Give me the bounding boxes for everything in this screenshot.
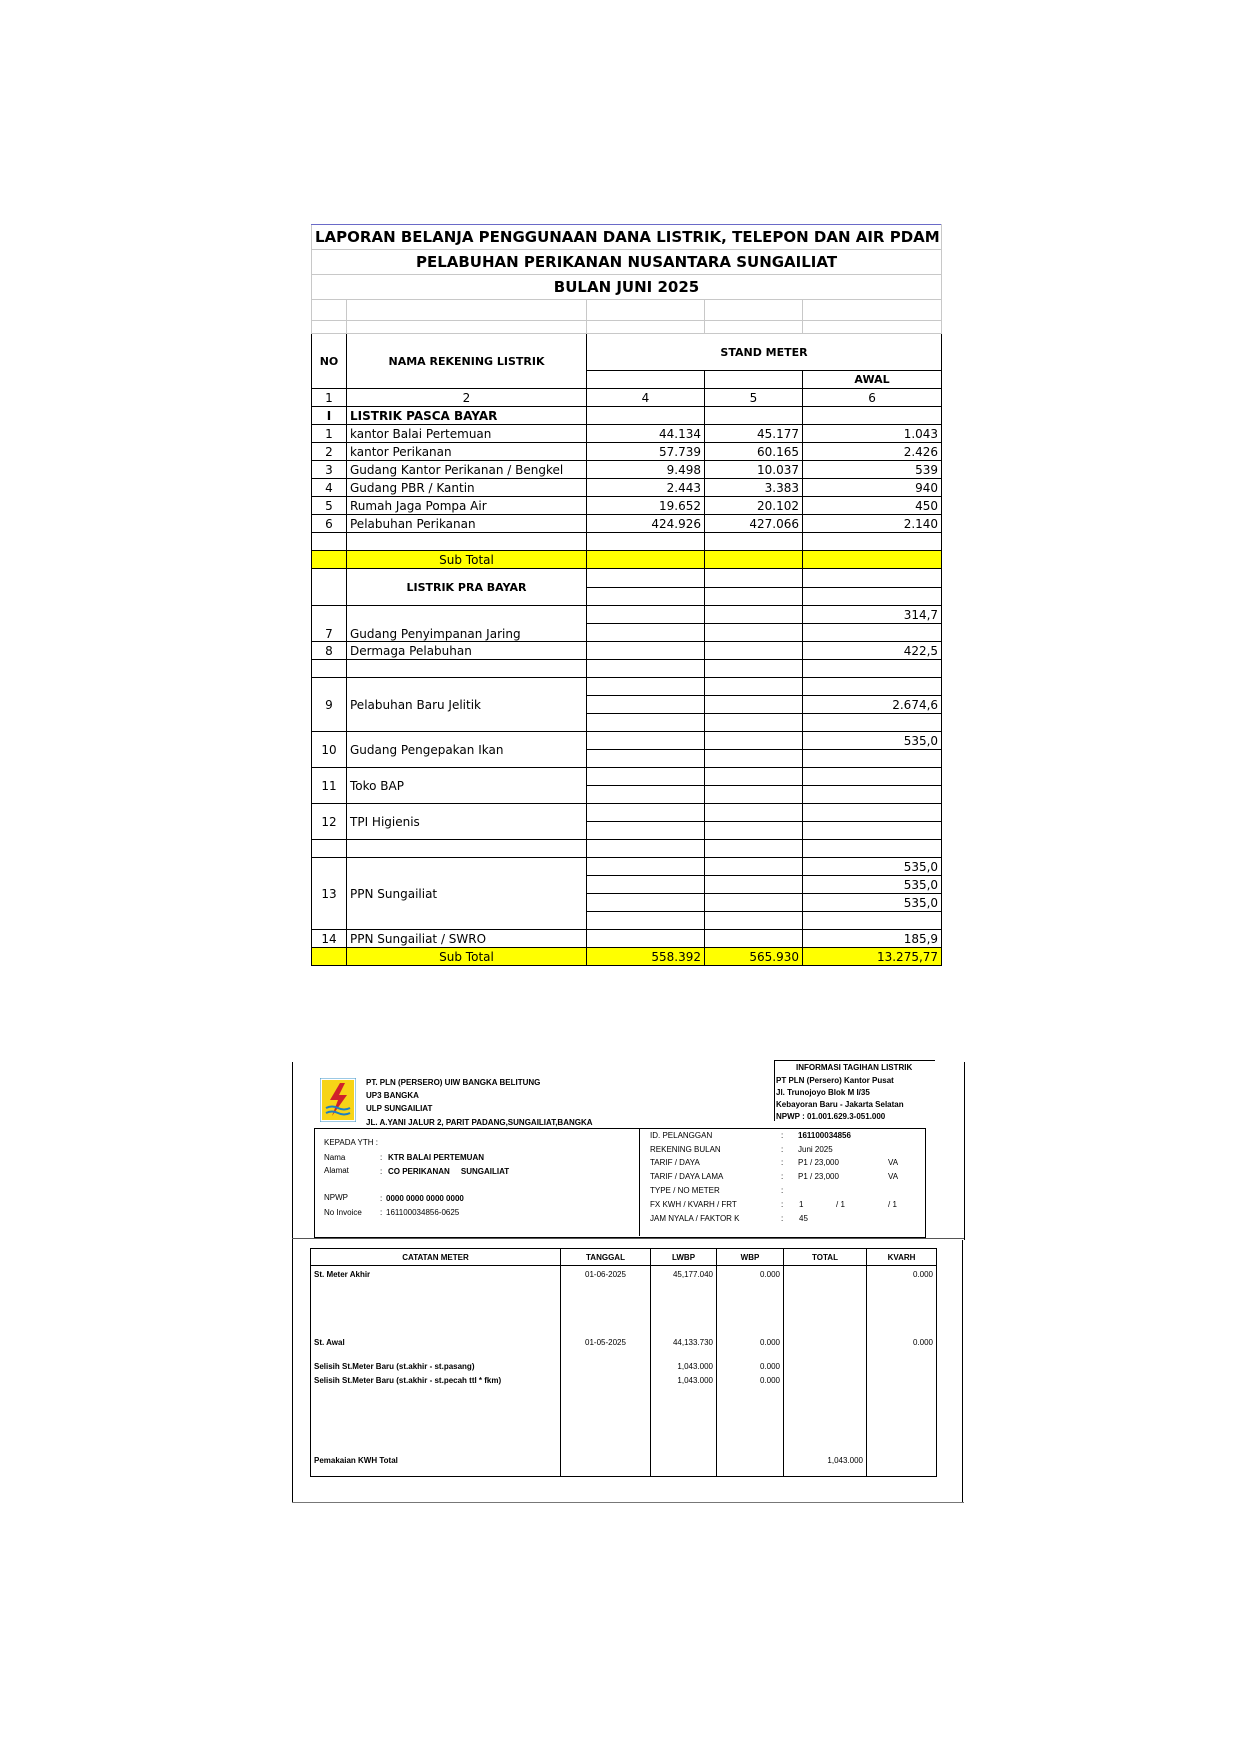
row-7-no: 7 <box>312 606 347 642</box>
row-pakai: 1.043 <box>803 425 942 443</box>
info-title: INFORMASI TAGIHAN LISTRIK <box>796 1063 913 1072</box>
npwp-value: 0000 0000 0000 0000 <box>386 1194 464 1203</box>
selisih-2-label: Selisih St.Meter Baru (st.akhir - st.pecah ttl * fkm) <box>311 1376 561 1456</box>
company-line-1: PT. PLN (PERSERO) UIW BANGKA BELITUNG <box>366 1078 541 1087</box>
info-line-1: PT PLN (Persero) Kantor Pusat <box>776 1076 894 1085</box>
pasca-subtotal-label: Sub Total <box>347 551 587 569</box>
row-8-pakai: 422,5 <box>803 642 942 660</box>
row-13-pakai-2: 535,0 <box>803 876 942 894</box>
meter-awal-label: St. Awal <box>311 1330 561 1362</box>
company-line-2: UP3 BANGKA <box>366 1091 419 1100</box>
meter-header-total: TOTAL <box>784 1249 867 1266</box>
customer-box <box>314 1128 926 1238</box>
row-pakai: 940 <box>803 479 942 497</box>
jam-label: JAM NYALA / FAKTOR K <box>650 1214 740 1223</box>
row-11-nama: Toko BAP <box>347 768 587 804</box>
invoice-no-label: No Invoice <box>324 1208 362 1217</box>
row-no: 3 <box>312 461 347 479</box>
npwp-colon: : <box>380 1194 383 1203</box>
row-7-pakai: 314,7 <box>803 606 942 624</box>
row-7-nama: Gudang Penyimpanan Jaring <box>347 606 587 642</box>
kwh-total-value: 1,043.000 <box>784 1456 867 1477</box>
row-12-nama: TPI Higienis <box>347 804 587 840</box>
tarif-label: TARIF / DAYA <box>650 1158 700 1167</box>
row-nama: kantor Perikanan <box>347 443 587 461</box>
tarif-value: P1 / 23,000 <box>798 1158 839 1167</box>
row-9-nama: Pelabuhan Baru Jelitik <box>347 678 587 732</box>
jam-value: 45 <box>799 1214 808 1223</box>
pln-logo-icon <box>320 1078 356 1122</box>
info-line-4: NPWP : 01.001.629.3-051.000 <box>776 1112 886 1121</box>
row-14-pakai: 185,9 <box>803 930 942 948</box>
tarif-colon: : <box>781 1158 784 1167</box>
pra-subtotal-pakai: 13.275,77 <box>803 948 942 966</box>
row-nama: kantor Balai Pertemuan <box>347 425 587 443</box>
meter-akhir-tanggal: 01-06-2025 <box>561 1266 651 1331</box>
colnum-6: 6 <box>803 389 942 407</box>
tarif-lama-va: VA <box>888 1172 899 1181</box>
kwh-total-label: Pemakaian KWH Total <box>311 1456 561 1477</box>
pasca-row <box>312 497 942 515</box>
row-8-nama: Dermaga Pelabuhan <box>347 642 587 660</box>
section-roman: I <box>312 407 347 425</box>
meter-akhir-label: St. Meter Akhir <box>311 1266 561 1331</box>
pln-invoice <box>288 1062 968 1507</box>
row-8-no: 8 <box>312 642 347 660</box>
row-no: 6 <box>312 515 347 533</box>
idpel-label: ID. PELANGGAN <box>650 1131 713 1140</box>
pra-subtotal-akhir: 565.930 <box>705 948 803 966</box>
row-nama: Rumah Jaga Pompa Air <box>347 497 587 515</box>
row-9-pakai: 2.674,6 <box>803 696 942 714</box>
meter-header-catatan: CATATAN METER <box>311 1249 561 1266</box>
row-10-no: 10 <box>312 732 347 768</box>
meter-awal-wbp: 0.000 <box>717 1330 784 1362</box>
meter-table <box>310 1248 937 1477</box>
pasca-row <box>312 443 942 461</box>
row-no: 1 <box>312 425 347 443</box>
invoice-no-value: 161100034856-0625 <box>386 1208 460 1217</box>
tarif-lama-value: P1 / 23,000 <box>798 1172 839 1181</box>
row-akhir: 3.383 <box>705 479 803 497</box>
row-13-pakai-1: 535,0 <box>803 858 942 876</box>
pasca-row <box>312 479 942 497</box>
meter-awal-lwbp: 44,133.730 <box>651 1330 717 1362</box>
fx-colon: : <box>781 1200 784 1209</box>
header-no: NO <box>312 334 347 389</box>
row-11-no: 11 <box>312 768 347 804</box>
info-line-2: Jl. Trunojoyo Blok M I/35 <box>776 1088 870 1097</box>
pasca-row <box>312 425 942 443</box>
pasca-row <box>312 461 942 479</box>
row-awal: 9.498 <box>587 461 705 479</box>
row-nama: Gudang Kantor Perikanan / Bengkel <box>347 461 587 479</box>
tarif-va: VA <box>888 1158 899 1167</box>
row-awal: 2.443 <box>587 479 705 497</box>
selisih-1-label: Selisih St.Meter Baru (st.akhir - st.pasang) <box>311 1362 561 1376</box>
rek-label: REKENING BULAN <box>650 1145 721 1154</box>
colnum-5: 5 <box>705 389 803 407</box>
report-period: BULAN JUNI 2025 <box>312 275 942 300</box>
row-14-no: 14 <box>312 930 347 948</box>
nama-value: KTR BALAI PERTEMUAN <box>388 1153 484 1162</box>
colnum-1: 1 <box>312 389 347 407</box>
header-stand-meter: STAND METER <box>587 334 942 371</box>
row-pakai: 2.140 <box>803 515 942 533</box>
pasca-rows <box>312 425 942 533</box>
row-14-nama: PPN Sungailiat / SWRO <box>347 930 587 948</box>
row-awal: 19.652 <box>587 497 705 515</box>
idpel-colon: : <box>781 1131 784 1140</box>
meter-akhir-kvarh: 0.000 <box>867 1266 937 1331</box>
idpel-value: 161100034856 <box>798 1131 851 1140</box>
section-pasca-label: LISTRIK PASCA BAYAR <box>347 407 587 425</box>
type-colon: : <box>781 1186 784 1195</box>
meter-header-wbp: WBP <box>717 1249 784 1266</box>
row-no: 4 <box>312 479 347 497</box>
row-pakai: 2.426 <box>803 443 942 461</box>
fx-label: FX KWH / KVARH / FRT <box>650 1200 737 1209</box>
header-nama: NAMA REKENING LISTRIK <box>347 334 587 389</box>
meter-header-lwbp: LWBP <box>651 1249 717 1266</box>
fx-value-3: / 1 <box>888 1200 897 1209</box>
row-awal: 57.739 <box>587 443 705 461</box>
invoice-colon: : <box>380 1208 383 1217</box>
row-12-no: 12 <box>312 804 347 840</box>
header-awal: AWAL <box>803 371 942 389</box>
row-awal: 44.134 <box>587 425 705 443</box>
row-13-pakai-3: 535,0 <box>803 894 942 912</box>
selisih-1-lwbp: 1,043.000 <box>651 1362 717 1376</box>
info-line-3: Kebayoran Baru - Jakarta Selatan <box>776 1100 904 1109</box>
meter-akhir-lwbp: 45,177.040 <box>651 1266 717 1331</box>
rek-colon: : <box>781 1145 784 1154</box>
row-nama: Gudang PBR / Kantin <box>347 479 587 497</box>
tarif-lama-label: TARIF / DAYA LAMA <box>650 1172 724 1181</box>
row-13-no: 13 <box>312 858 347 930</box>
pra-subtotal-label: Sub Total <box>347 948 587 966</box>
nama-label: Nama <box>324 1153 346 1162</box>
rek-value: Juni 2025 <box>798 1145 833 1154</box>
row-9-no: 9 <box>312 678 347 732</box>
row-pakai: 450 <box>803 497 942 515</box>
row-akhir: 427.066 <box>705 515 803 533</box>
row-akhir: 60.165 <box>705 443 803 461</box>
meter-header-tanggal: TANGGAL <box>561 1249 651 1266</box>
colnum-4: 4 <box>587 389 705 407</box>
alamat-colon: : <box>380 1167 383 1176</box>
row-awal: 424.926 <box>587 515 705 533</box>
report-title: LAPORAN BELANJA PENGGUNAAN DANA LISTRIK, TELEPON DAN AIR PDAM <box>312 225 942 250</box>
meter-akhir-wbp: 0.000 <box>717 1266 784 1331</box>
pra-subtotal-awal: 558.392 <box>587 948 705 966</box>
row-no: 5 <box>312 497 347 515</box>
pasca-row <box>312 515 942 533</box>
nama-colon: : <box>380 1153 383 1162</box>
row-akhir: 10.037 <box>705 461 803 479</box>
company-line-4: JL. A.YANI JALUR 2, PARIT PADANG,SUNGAILIAT,BANGKA <box>366 1118 593 1127</box>
fx-value-2: / 1 <box>836 1200 845 1209</box>
meter-header-kvarh: KVARH <box>867 1249 937 1266</box>
jam-colon: : <box>781 1214 784 1223</box>
meter-awal-tanggal: 01-05-2025 <box>561 1330 651 1362</box>
row-10-nama: Gudang Pengepakan Ikan <box>347 732 587 768</box>
alamat-label: Alamat <box>324 1166 349 1175</box>
npwp-label: NPWP <box>324 1193 348 1202</box>
row-akhir: 45.177 <box>705 425 803 443</box>
row-akhir: 20.102 <box>705 497 803 515</box>
report-subtitle: PELABUHAN PERIKANAN NUSANTARA SUNGAILIAT <box>312 250 942 275</box>
tarif-lama-colon: : <box>781 1172 784 1181</box>
fx-value-1: 1 <box>799 1200 804 1209</box>
meter-awal-kvarh: 0.000 <box>867 1330 937 1362</box>
selisih-2-lwbp: 1,043.000 <box>651 1376 717 1456</box>
kepada-label: KEPADA YTH : <box>324 1138 378 1147</box>
colnum-2: 2 <box>347 389 587 407</box>
report-section <box>311 224 941 966</box>
type-label: TYPE / NO METER <box>650 1186 720 1195</box>
row-nama: Pelabuhan Perikanan <box>347 515 587 533</box>
report-table <box>311 224 942 966</box>
row-10-pakai: 535,0 <box>803 732 942 750</box>
selisih-1-wbp: 0.000 <box>717 1362 784 1376</box>
company-line-3: ULP SUNGAILIAT <box>366 1104 433 1113</box>
selisih-2-wbp: 0.000 <box>717 1376 784 1456</box>
alamat-value: CO PERIKANAN SUNGAILIAT <box>388 1167 510 1176</box>
row-pakai: 539 <box>803 461 942 479</box>
section-pra-label: LISTRIK PRA BAYAR <box>347 569 587 606</box>
row-no: 2 <box>312 443 347 461</box>
row-13-nama: PPN Sungailiat <box>347 858 587 930</box>
